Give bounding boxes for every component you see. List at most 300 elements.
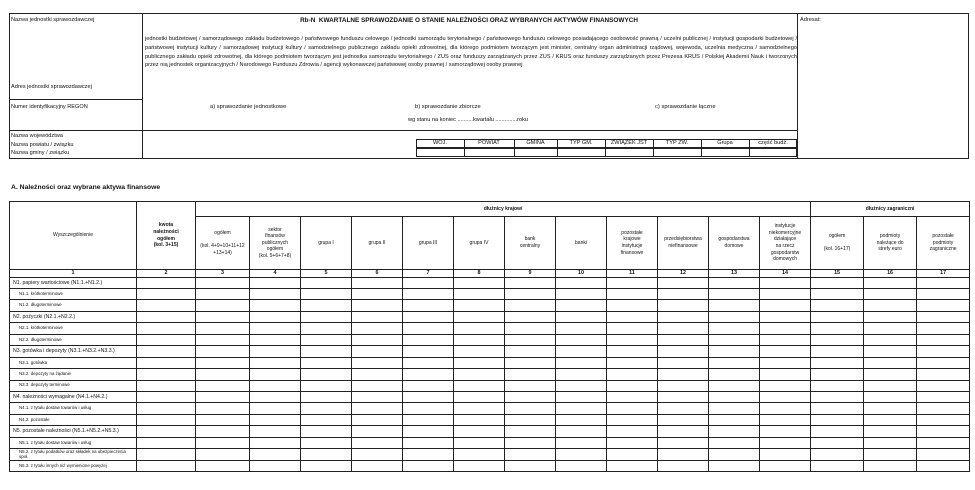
value-cell[interactable] xyxy=(250,369,301,380)
value-cell[interactable] xyxy=(709,460,760,471)
value-cell[interactable] xyxy=(403,426,454,437)
value-cell[interactable] xyxy=(658,426,709,437)
value-cell[interactable] xyxy=(403,437,454,448)
value-cell[interactable] xyxy=(454,289,505,300)
value-cell[interactable] xyxy=(917,437,970,448)
value-cell[interactable] xyxy=(403,334,454,345)
value-cell[interactable] xyxy=(505,437,556,448)
table-row xyxy=(10,380,970,391)
value-cell[interactable] xyxy=(811,414,864,425)
value-cell[interactable] xyxy=(403,391,454,402)
value-cell[interactable] xyxy=(403,277,454,288)
value-cell[interactable] xyxy=(454,380,505,391)
value-cell[interactable] xyxy=(658,460,709,471)
value-cell[interactable] xyxy=(709,403,760,414)
value-cell[interactable] xyxy=(607,460,658,471)
value-cell[interactable] xyxy=(250,380,301,391)
value-cell[interactable] xyxy=(658,334,709,345)
value-cell[interactable] xyxy=(301,403,352,414)
value-cell[interactable] xyxy=(505,403,556,414)
value-cell[interactable] xyxy=(811,449,864,460)
value-cell[interactable] xyxy=(505,449,556,460)
value-cell[interactable] xyxy=(137,277,196,288)
value-cell[interactable] xyxy=(917,391,970,402)
value-cell[interactable] xyxy=(454,403,505,414)
value-cell[interactable] xyxy=(556,414,607,425)
value-cell[interactable] xyxy=(301,311,352,322)
value-cell[interactable] xyxy=(137,357,196,368)
value-cell[interactable] xyxy=(760,357,811,368)
value-cell[interactable] xyxy=(864,311,917,322)
value-cell[interactable] xyxy=(709,357,760,368)
value-cell[interactable] xyxy=(137,323,196,334)
value-cell[interactable] xyxy=(811,311,864,322)
value-cell[interactable] xyxy=(709,449,760,460)
value-cell[interactable] xyxy=(811,334,864,345)
value-cell[interactable] xyxy=(760,369,811,380)
value-cell[interactable] xyxy=(250,323,301,334)
value-cell[interactable] xyxy=(301,369,352,380)
value-cell[interactable] xyxy=(709,300,760,311)
value-cell[interactable] xyxy=(301,289,352,300)
value-cell[interactable] xyxy=(864,391,917,402)
col-header-specification: Wyszczególnienie xyxy=(10,202,137,270)
value-cell[interactable] xyxy=(137,380,196,391)
value-cell[interactable] xyxy=(505,380,556,391)
value-cell[interactable] xyxy=(709,277,760,288)
divider xyxy=(797,13,798,159)
value-cell[interactable] xyxy=(301,449,352,460)
col-group-foreign-debtors: dłużnicy zagraniczni xyxy=(811,202,970,217)
value-cell[interactable] xyxy=(352,391,403,402)
value-cell[interactable] xyxy=(864,437,917,448)
value-cell[interactable] xyxy=(760,449,811,460)
value-cell[interactable] xyxy=(301,323,352,334)
value-cell[interactable] xyxy=(196,289,250,300)
value-cell[interactable] xyxy=(250,300,301,311)
value-cell[interactable] xyxy=(658,449,709,460)
value-cell[interactable] xyxy=(250,414,301,425)
value-cell[interactable] xyxy=(196,334,250,345)
value-cell[interactable] xyxy=(917,426,970,437)
value-cell[interactable] xyxy=(556,380,607,391)
value-cell[interactable] xyxy=(352,369,403,380)
value-cell[interactable] xyxy=(709,437,760,448)
value-cell[interactable] xyxy=(250,346,301,357)
code-field-input[interactable] xyxy=(750,149,796,156)
value-cell[interactable] xyxy=(137,414,196,425)
value-cell[interactable] xyxy=(454,346,505,357)
value-cell[interactable] xyxy=(658,346,709,357)
value-cell[interactable] xyxy=(250,449,301,460)
value-cell[interactable] xyxy=(556,311,607,322)
value-cell[interactable] xyxy=(658,357,709,368)
value-cell[interactable] xyxy=(137,334,196,345)
value-cell[interactable] xyxy=(760,300,811,311)
value-cell[interactable] xyxy=(250,403,301,414)
value-cell[interactable] xyxy=(864,300,917,311)
value-cell[interactable] xyxy=(505,357,556,368)
value-cell[interactable] xyxy=(607,414,658,425)
value-cell[interactable] xyxy=(301,277,352,288)
code-field-input[interactable] xyxy=(702,149,748,156)
value-cell[interactable] xyxy=(556,437,607,448)
value-cell[interactable] xyxy=(137,437,196,448)
value-cell[interactable] xyxy=(454,357,505,368)
value-cell[interactable] xyxy=(556,346,607,357)
value-cell[interactable] xyxy=(196,426,250,437)
value-cell[interactable] xyxy=(658,277,709,288)
value-cell[interactable] xyxy=(505,289,556,300)
value-cell[interactable] xyxy=(811,391,864,402)
table-row xyxy=(10,391,970,402)
value-cell[interactable] xyxy=(709,369,760,380)
value-cell[interactable] xyxy=(250,460,301,471)
value-cell[interactable] xyxy=(917,380,970,391)
value-cell[interactable] xyxy=(352,437,403,448)
value-cell[interactable] xyxy=(250,391,301,402)
value-cell[interactable] xyxy=(137,403,196,414)
value-cell[interactable] xyxy=(196,414,250,425)
value-cell[interactable] xyxy=(658,380,709,391)
value-cell[interactable] xyxy=(556,460,607,471)
report-type-collective: b) sprawozdanie zbiorcze xyxy=(415,104,481,110)
value-cell[interactable] xyxy=(658,391,709,402)
value-cell[interactable] xyxy=(505,300,556,311)
value-cell[interactable] xyxy=(760,311,811,322)
value-cell[interactable] xyxy=(196,300,250,311)
value-cell[interactable] xyxy=(917,277,970,288)
value-cell[interactable] xyxy=(811,460,864,471)
value-cell[interactable] xyxy=(607,311,658,322)
col-header: instytucje niekomercyjne działające na rzecz gospodarstw domowych xyxy=(760,217,811,270)
value-cell[interactable] xyxy=(301,460,352,471)
value-cell[interactable] xyxy=(196,460,250,471)
value-cell[interactable] xyxy=(454,449,505,460)
value-cell[interactable] xyxy=(352,380,403,391)
value-cell[interactable] xyxy=(864,277,917,288)
value-cell[interactable] xyxy=(864,346,917,357)
value-cell[interactable] xyxy=(301,334,352,345)
value-cell[interactable] xyxy=(760,391,811,402)
value-cell[interactable] xyxy=(556,391,607,402)
value-cell[interactable] xyxy=(709,380,760,391)
value-cell[interactable] xyxy=(403,323,454,334)
value-cell[interactable] xyxy=(556,289,607,300)
value-cell[interactable] xyxy=(403,369,454,380)
value-cell[interactable] xyxy=(556,357,607,368)
value-cell[interactable] xyxy=(658,311,709,322)
code-field-input[interactable] xyxy=(558,149,604,156)
value-cell[interactable] xyxy=(352,277,403,288)
value-cell[interactable] xyxy=(760,414,811,425)
value-cell[interactable] xyxy=(607,357,658,368)
value-cell[interactable] xyxy=(709,426,760,437)
value-cell[interactable] xyxy=(760,323,811,334)
value-cell[interactable] xyxy=(760,437,811,448)
value-cell[interactable] xyxy=(556,334,607,345)
value-cell[interactable] xyxy=(505,277,556,288)
value-cell[interactable] xyxy=(864,357,917,368)
unit-type-description: jednostki budżetowej / samorządowego zakładu budżetowego / państwowego funduszu celowego / jednostki samorządu terytorialnego / państwowego funduszu celowego posiadającego osobowość prawną / uczelni publicznej / instytucji gospodarki budżetowej / państwowej instytucji kultury / samorządowej instytucji kultury / samodzielnego publicznego zakładu opieki zdrowotnej, dla którego podmiotem tworzącym jest minister, centralny organ administracji rządowej, wojewoda, uczelnia medyczna / samodzielnego publicznego zakładu opieki zdrowotnej, dla którego podmiotem tworzącym jest jednostka samorządu terytorialnego / ZUS oraz funduszy zarządzanych przez ZUS / KRUS oraz funduszy zarządzanych przez Prezesa KRUS / Polskiej Akademii Nauk i tworzonych przez nią jednostek organizacyjnych / Narodowego Funduszu Zdrowia / agencji wykonawczej państwowej osoby prawnej / samorządowej osoby prawnej xyxy=(145,36,797,69)
value-cell[interactable] xyxy=(505,369,556,380)
value-cell[interactable] xyxy=(352,460,403,471)
value-cell[interactable] xyxy=(454,426,505,437)
value-cell[interactable] xyxy=(454,414,505,425)
value-cell[interactable] xyxy=(454,437,505,448)
value-cell[interactable] xyxy=(709,391,760,402)
value-cell[interactable] xyxy=(454,334,505,345)
value-cell[interactable] xyxy=(352,300,403,311)
value-cell[interactable] xyxy=(760,334,811,345)
value-cell[interactable] xyxy=(403,380,454,391)
value-cell[interactable] xyxy=(301,380,352,391)
value-cell[interactable] xyxy=(607,334,658,345)
value-cell[interactable] xyxy=(917,323,970,334)
value-cell[interactable] xyxy=(137,449,196,460)
value-cell[interactable] xyxy=(709,323,760,334)
value-cell[interactable] xyxy=(250,289,301,300)
value-cell[interactable] xyxy=(505,460,556,471)
value-cell[interactable] xyxy=(556,369,607,380)
value-cell[interactable] xyxy=(403,403,454,414)
value-cell[interactable] xyxy=(811,403,864,414)
value-cell[interactable] xyxy=(505,426,556,437)
value-cell[interactable] xyxy=(811,426,864,437)
report-type-unit: a) sprawozdanie jednostkowe xyxy=(210,104,287,110)
value-cell[interactable] xyxy=(917,357,970,368)
table-row xyxy=(10,311,970,322)
value-cell[interactable] xyxy=(196,380,250,391)
value-cell[interactable] xyxy=(658,323,709,334)
value-cell[interactable] xyxy=(709,334,760,345)
value-cell[interactable] xyxy=(137,300,196,311)
value-cell[interactable] xyxy=(917,449,970,460)
value-cell[interactable] xyxy=(301,437,352,448)
value-cell[interactable] xyxy=(556,426,607,437)
value-cell[interactable] xyxy=(301,414,352,425)
value-cell[interactable] xyxy=(454,300,505,311)
col-header: gospodarstwa domowe xyxy=(709,217,760,270)
code-field-input[interactable] xyxy=(606,149,652,156)
value-cell[interactable] xyxy=(301,357,352,368)
value-cell[interactable] xyxy=(454,369,505,380)
value-cell[interactable] xyxy=(505,414,556,425)
value-cell[interactable] xyxy=(709,346,760,357)
value-cell[interactable] xyxy=(403,311,454,322)
value-cell[interactable] xyxy=(556,323,607,334)
value-cell[interactable] xyxy=(505,391,556,402)
value-cell[interactable] xyxy=(811,369,864,380)
value-cell[interactable] xyxy=(864,323,917,334)
value-cell[interactable] xyxy=(505,334,556,345)
value-cell[interactable] xyxy=(864,380,917,391)
value-cell[interactable] xyxy=(811,289,864,300)
value-cell[interactable] xyxy=(709,311,760,322)
col-header: pozostałe krajowe instytucje finansowe xyxy=(607,217,658,270)
value-cell[interactable] xyxy=(301,391,352,402)
value-cell[interactable] xyxy=(196,346,250,357)
value-cell[interactable] xyxy=(196,357,250,368)
value-cell[interactable] xyxy=(658,437,709,448)
value-cell[interactable] xyxy=(811,380,864,391)
value-cell[interactable] xyxy=(403,289,454,300)
form-title-text: KWARTALNE SPRAWOZDANIE O STANIE NALEŻNOŚCI ORAZ WYBRANYCH AKTYWÓW FINANSOWYCH xyxy=(318,17,638,24)
value-cell[interactable] xyxy=(607,437,658,448)
value-cell[interactable] xyxy=(607,289,658,300)
value-cell[interactable] xyxy=(917,460,970,471)
value-cell[interactable] xyxy=(658,403,709,414)
value-cell[interactable] xyxy=(196,391,250,402)
row-label: N5.1. z tytułu dostaw towarów i usług xyxy=(10,437,137,448)
value-cell[interactable] xyxy=(301,300,352,311)
value-cell[interactable] xyxy=(811,346,864,357)
value-cell[interactable] xyxy=(196,449,250,460)
value-cell[interactable] xyxy=(864,414,917,425)
value-cell[interactable] xyxy=(137,391,196,402)
col-number: 8 xyxy=(454,270,505,278)
value-cell[interactable] xyxy=(196,277,250,288)
value-cell[interactable] xyxy=(760,380,811,391)
value-cell[interactable] xyxy=(454,460,505,471)
value-cell[interactable] xyxy=(196,323,250,334)
value-cell[interactable] xyxy=(864,334,917,345)
col-number: 6 xyxy=(352,270,403,278)
value-cell[interactable] xyxy=(352,289,403,300)
value-cell[interactable] xyxy=(403,357,454,368)
value-cell[interactable] xyxy=(505,311,556,322)
value-cell[interactable] xyxy=(137,426,196,437)
value-cell[interactable] xyxy=(607,391,658,402)
value-cell[interactable] xyxy=(352,426,403,437)
value-cell[interactable] xyxy=(137,460,196,471)
value-cell[interactable] xyxy=(917,334,970,345)
value-cell[interactable] xyxy=(250,437,301,448)
value-cell[interactable] xyxy=(137,369,196,380)
value-cell[interactable] xyxy=(607,369,658,380)
value-cell[interactable] xyxy=(556,449,607,460)
value-cell[interactable] xyxy=(137,289,196,300)
value-cell[interactable] xyxy=(352,334,403,345)
value-cell[interactable] xyxy=(607,277,658,288)
value-cell[interactable] xyxy=(917,300,970,311)
value-cell[interactable] xyxy=(250,426,301,437)
value-cell[interactable] xyxy=(196,437,250,448)
value-cell[interactable] xyxy=(864,403,917,414)
value-cell[interactable] xyxy=(607,323,658,334)
value-cell[interactable] xyxy=(556,277,607,288)
value-cell[interactable] xyxy=(811,437,864,448)
value-cell[interactable] xyxy=(454,311,505,322)
value-cell[interactable] xyxy=(917,289,970,300)
value-cell[interactable] xyxy=(196,311,250,322)
value-cell[interactable] xyxy=(454,323,505,334)
value-cell[interactable] xyxy=(811,323,864,334)
value-cell[interactable] xyxy=(709,414,760,425)
value-cell[interactable] xyxy=(864,449,917,460)
value-cell[interactable] xyxy=(607,449,658,460)
value-cell[interactable] xyxy=(760,426,811,437)
value-cell[interactable] xyxy=(137,346,196,357)
value-cell[interactable] xyxy=(196,369,250,380)
value-cell[interactable] xyxy=(137,311,196,322)
value-cell[interactable] xyxy=(403,414,454,425)
value-cell[interactable] xyxy=(454,391,505,402)
value-cell[interactable] xyxy=(709,289,760,300)
value-cell[interactable] xyxy=(352,449,403,460)
value-cell[interactable] xyxy=(760,277,811,288)
value-cell[interactable] xyxy=(301,426,352,437)
value-cell[interactable] xyxy=(250,277,301,288)
value-cell[interactable] xyxy=(352,323,403,334)
value-cell[interactable] xyxy=(811,277,864,288)
value-cell[interactable] xyxy=(607,346,658,357)
value-cell[interactable] xyxy=(607,300,658,311)
value-cell[interactable] xyxy=(505,346,556,357)
value-cell[interactable] xyxy=(352,357,403,368)
value-cell[interactable] xyxy=(864,460,917,471)
code-field-input[interactable] xyxy=(654,149,700,156)
value-cell[interactable] xyxy=(607,403,658,414)
value-cell[interactable] xyxy=(556,300,607,311)
value-cell[interactable] xyxy=(250,334,301,345)
value-cell[interactable] xyxy=(556,403,607,414)
col-header-total: kwota należności ogółem (kol. 3+15) xyxy=(137,202,196,270)
col-header: przedsiębiorstwa niefinansowe xyxy=(658,217,709,270)
code-field-input[interactable] xyxy=(515,149,556,156)
value-cell[interactable] xyxy=(760,460,811,471)
value-cell[interactable] xyxy=(864,289,917,300)
value-cell[interactable] xyxy=(917,346,970,357)
value-cell[interactable] xyxy=(403,449,454,460)
value-cell[interactable] xyxy=(607,380,658,391)
value-cell[interactable] xyxy=(352,346,403,357)
value-cell[interactable] xyxy=(811,357,864,368)
value-cell[interactable] xyxy=(658,414,709,425)
value-cell[interactable] xyxy=(658,300,709,311)
table-row xyxy=(10,300,970,311)
code-field-input[interactable] xyxy=(417,149,463,156)
value-cell[interactable] xyxy=(352,403,403,414)
value-cell[interactable] xyxy=(505,323,556,334)
value-cell[interactable] xyxy=(403,460,454,471)
value-cell[interactable] xyxy=(917,403,970,414)
value-cell[interactable] xyxy=(917,311,970,322)
code-field-label: POWIAT xyxy=(478,140,500,146)
value-cell[interactable] xyxy=(196,403,250,414)
value-cell[interactable] xyxy=(607,426,658,437)
value-cell[interactable] xyxy=(352,311,403,322)
value-cell[interactable] xyxy=(658,369,709,380)
code-field-input[interactable] xyxy=(465,149,513,156)
value-cell[interactable] xyxy=(917,414,970,425)
value-cell[interactable] xyxy=(250,357,301,368)
value-cell[interactable] xyxy=(301,346,352,357)
value-cell[interactable] xyxy=(250,311,301,322)
value-cell[interactable] xyxy=(454,277,505,288)
value-cell[interactable] xyxy=(760,289,811,300)
value-cell[interactable] xyxy=(864,369,917,380)
value-cell[interactable] xyxy=(403,346,454,357)
value-cell[interactable] xyxy=(403,300,454,311)
value-cell[interactable] xyxy=(760,403,811,414)
value-cell[interactable] xyxy=(760,346,811,357)
value-cell[interactable] xyxy=(811,300,864,311)
value-cell[interactable] xyxy=(658,289,709,300)
value-cell[interactable] xyxy=(917,369,970,380)
value-cell[interactable] xyxy=(864,426,917,437)
value-cell[interactable] xyxy=(352,414,403,425)
